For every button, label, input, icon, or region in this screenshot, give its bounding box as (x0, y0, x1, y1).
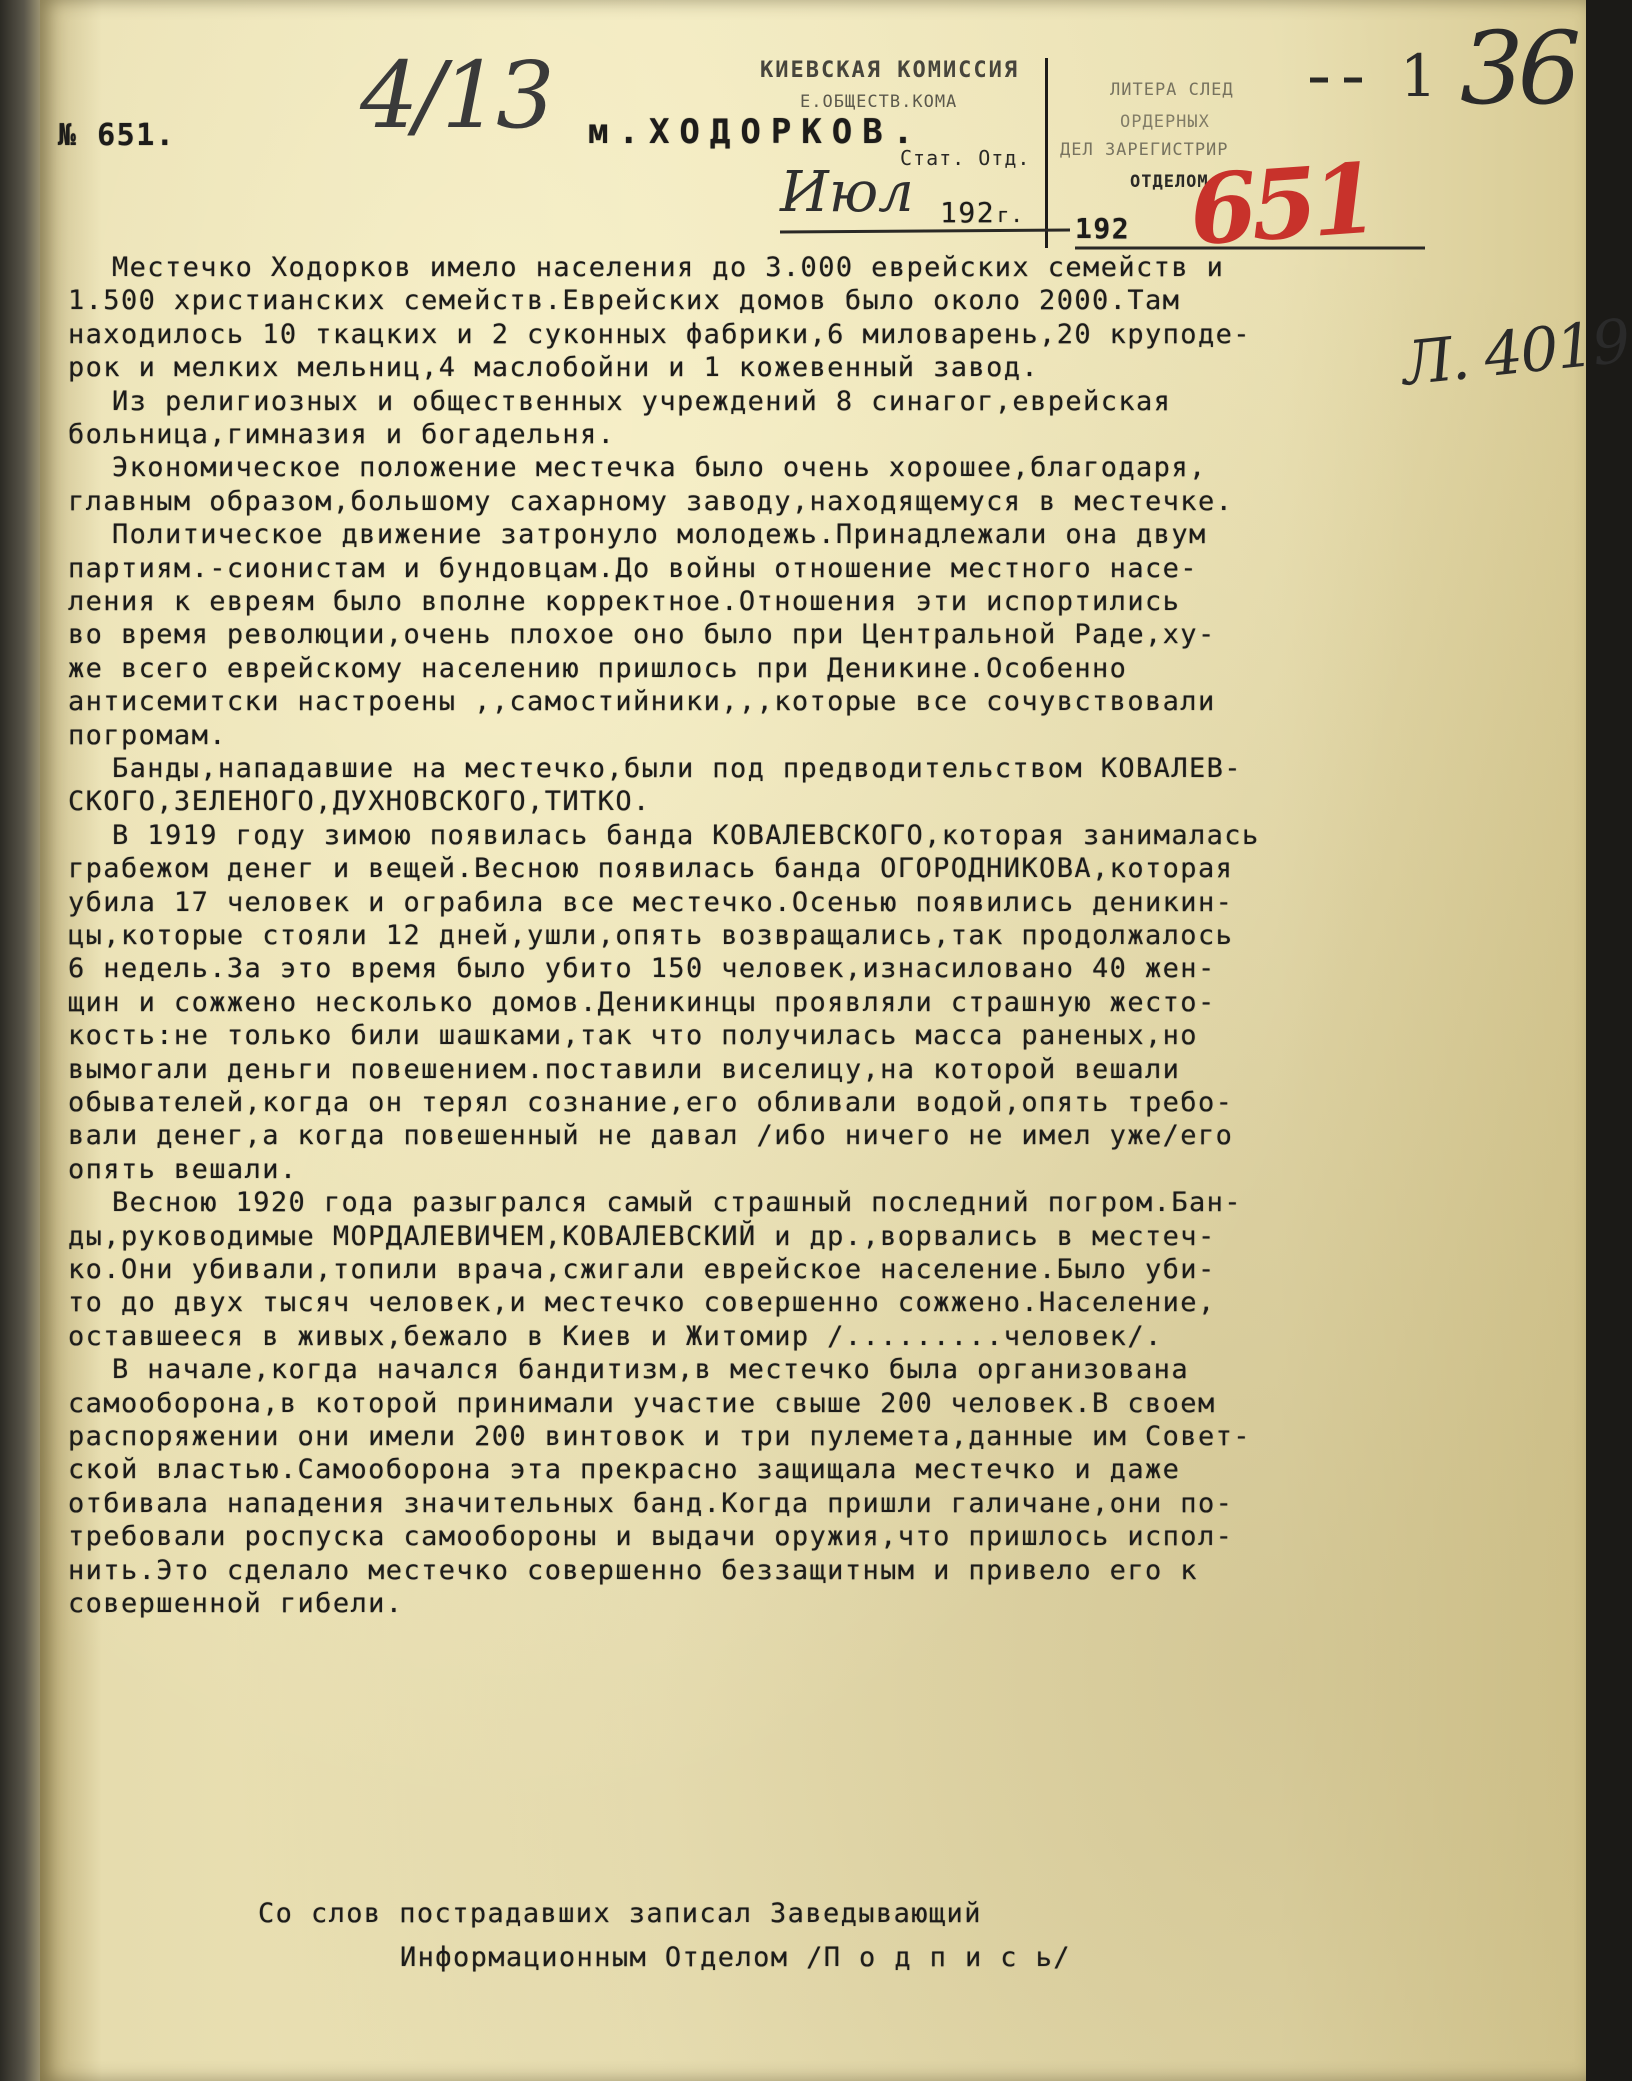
date-year-left: 192 г. (940, 196, 1025, 229)
stamp-line-1: КИЕВСКАЯ КОМИССИЯ (760, 58, 1020, 83)
body-line: грабежом денег и вещей.Весною появилась банда ОГОРОДНИКОВА,которая (68, 853, 1234, 885)
body-line: 6 недель.За это время было убито 150 человек,изнасиловано 40 жен- (68, 953, 1216, 985)
body-line: ления к евреям было вполне корректное.Отношения эти испортились (68, 586, 1181, 617)
handwritten-month: Июл (780, 160, 914, 225)
stamp-line-2: Е.ОБЩЕСТВ.КОМА (800, 92, 958, 112)
stamp-line-3: Стат. Отд. (900, 146, 1031, 170)
signature-line-1: Со слов пострадавших записал Заведывающий (258, 1898, 982, 1929)
body-line: главным образом,большому сахарному заводу,находящемуся в местечке. (68, 485, 1234, 517)
body-line: самооборона,в которой принимали участие свыше 200 человек.В своем (68, 1387, 1216, 1419)
body-line: ды,руководимые МОРДАЛЕВИЧЕМ,КОВАЛЕВСКИЙ и др.,ворвались в местеч- (68, 1220, 1216, 1252)
body-line: во время революции,очень плохое оно было при Центральной Раде,ху- (68, 619, 1216, 651)
stamp-right-line-1: ЛИТЕРА СЛЕД (1110, 80, 1234, 100)
body-line: оставшееся в живых,бежало в Киев и Житомир /.........человек/. (68, 1320, 1163, 1352)
date-underline-left (780, 228, 1080, 238)
body-line: ской властью.Самооборона эта прекрасно защищала местечко и даже (68, 1454, 1181, 1486)
document-page (40, 0, 1632, 2081)
body-line: требовали роспуска самообороны и выдачи оружия,что пришлось испол- (68, 1521, 1234, 1553)
stamp-right-line-3: ДЕЛ ЗАРЕГИСТРИР (1060, 140, 1229, 160)
body-line: партиям.-сионистам и бундовцам.До войны отношение местного насе- (68, 552, 1198, 584)
stamp-divider (1045, 58, 1048, 248)
body-line: рок и мелких мельниц,4 маслобойни и 1 кожевенный завод. (68, 352, 1040, 384)
body-line: то до двух тысяч человек,и местечко совершенно сожжено.Население, (68, 1287, 1216, 1319)
body-line: цы,которые стояли 12 дней,ушли,опять возвращались,так продолжалось (68, 920, 1234, 951)
body-line: Местечко Ходорков имело населения до 3.000 еврейских семейств и (112, 252, 1225, 283)
body-line: совершенной гибели. (68, 1588, 404, 1619)
document-number: № 651. (58, 118, 176, 153)
body-line: 1.500 христианских семейств.Еврейских домов было около 2000.Там (68, 285, 1181, 317)
red-registration-number: 651 (1186, 141, 1377, 268)
body-line: ко.Они убивали,топили врача,сжигали еврейское население.Было уби- (68, 1254, 1216, 1285)
body-line: щин и сожжено несколько домов.Деникинцы проявляли страшную жесто- (68, 986, 1216, 1018)
date-year-right: 192 (1075, 212, 1131, 245)
body-line: кость:не только били шашками,так что получилась масса раненых,но (68, 1020, 1198, 1052)
body-line: Весною 1920 года разыгрался самый страшный последний погром.Бан- (112, 1187, 1242, 1219)
handwritten-archive-mark: Л. 4019 (1398, 306, 1632, 400)
stamp-right-line-4: ОТДЕЛОМ (1130, 172, 1209, 192)
body-line: СКОГО,ЗЕЛЕНОГО,ДУХНОВСКОГО,ТИТКО. (68, 786, 651, 818)
body-line: вымогали деньги повешением.поставили виселицу,на которой вешали (68, 1053, 1181, 1085)
body-line: погромам. (68, 719, 227, 751)
signature-line-2: Информационным Отделом /П о д п и с ь/ (400, 1942, 1071, 1973)
body-line: Из религиозных и общественных учреждений 8 синагог,еврейская (112, 385, 1172, 417)
dash-marks (1310, 70, 1390, 90)
handwritten-folio: 36 (1460, 10, 1576, 127)
body-line: вали денег,а когда повешенный не давал /ибо ничего не имел уже/его (68, 1120, 1234, 1152)
body-line: отбивала нападения значительных банд.Когда пришли галичане,они по- (68, 1487, 1234, 1519)
body-line: Банды,нападавшие на местечко,были под предводительством КОВАЛЕВ- (112, 753, 1242, 784)
body-line: В 1919 году зимою появилась банда КОВАЛЕВСКОГО,которая занималась (112, 819, 1260, 851)
handwritten-page-number: 1 (1400, 42, 1437, 110)
body-line: больница,гимназия и богадельня. (68, 419, 616, 450)
handwritten-case-number: 4/13 (360, 42, 551, 149)
body-line: Экономическое положение местечка было очень хорошее,благодаря, (112, 452, 1207, 484)
body-line: же всего еврейскому населению пришлось при Деникине.Особенно (68, 652, 1128, 684)
page-edge-shadow (0, 0, 40, 2081)
body-line: опять вешали. (68, 1153, 298, 1185)
body-line: обывателей,когда он терял сознание,его обливали водой,опять требо- (68, 1087, 1234, 1118)
document-title: м.ХОДОРКОВ. (588, 112, 924, 152)
body-line: находилось 10 ткацких и 2 суконных фабрики,6 миловарень,20 круподе- (68, 318, 1251, 350)
body-line: антисемитски настроены ,,самостийники,,,которые все сочувствовали (68, 686, 1216, 718)
body-line: распоряжении они имели 200 винтовок и три пулемета,данные им Совет- (68, 1421, 1251, 1452)
body-line: убила 17 человек и ограбила все местечко.Осенью появились деникин- (68, 886, 1234, 918)
body-line: Политическое движение затронуло молодежь.Принадлежали она двум (112, 519, 1207, 551)
body-line: В начале,когда начался бандитизм,в местечко была организована (112, 1354, 1189, 1386)
body-line: нить.Это сделало местечко совершенно беззащитным и привело его к (68, 1554, 1198, 1586)
stamp-right-line-2: ОРДЕРНЫХ (1120, 112, 1210, 132)
